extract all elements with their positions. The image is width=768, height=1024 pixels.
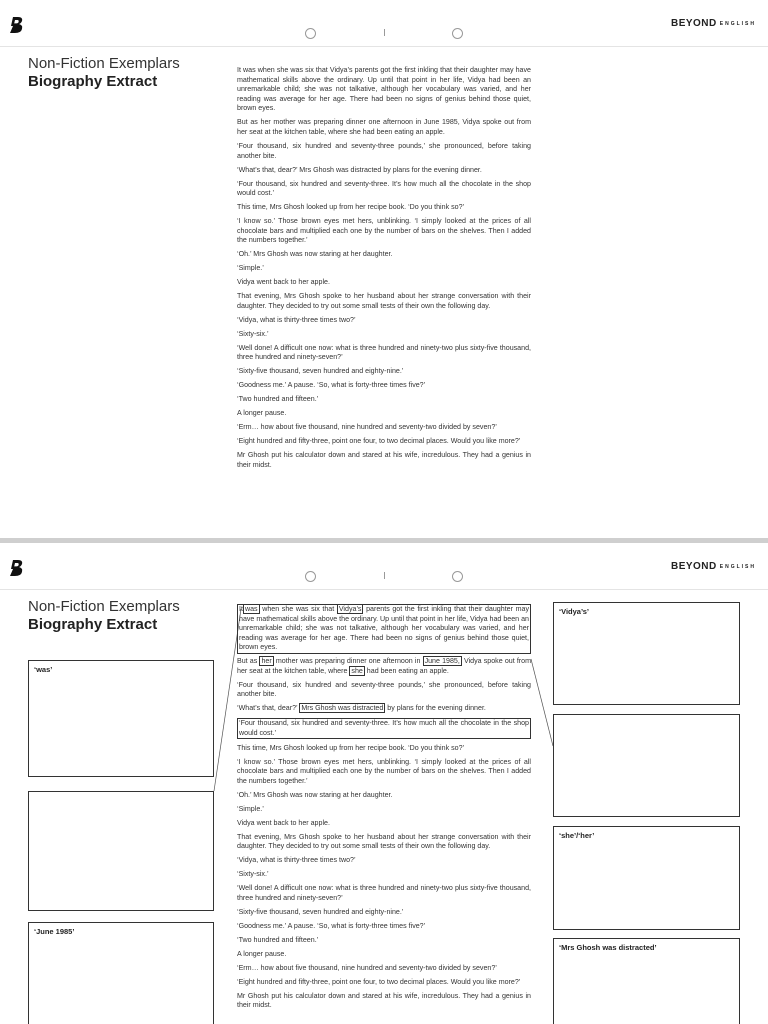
paragraph: That evening, Mrs Ghosh spoke to her husband about her strange conversation with their daughter. They decided to try out some small tests of their own the following day. (237, 292, 531, 310)
beyond-logo-icon (10, 17, 24, 33)
paragraph: ‘Sixty-five thousand, seven hundred and eighty-nine.’ (237, 907, 404, 916)
highlight-block-paragraph-5: ‘Four thousand, six hundred and seventy-three. It’s how much all the chocolate in the shop would cost.’ (237, 718, 531, 739)
paragraph: ‘Sixty-five thousand, seven hundred and eighty-nine.’ (237, 367, 404, 376)
annotated-text (237, 604, 531, 1015)
paragraph: A longer pause. (237, 409, 287, 418)
paragraph: ‘Four thousand, six hundred and seventy-three pounds,’ she pronounced, before taking another bite. (237, 141, 531, 160)
paragraph: ‘I know so.’ Those brown eyes met hers, unblinking. ‘I simply looked at the prices of all chocolate bars and multiplied each one by the number of bars on the shelves. Then I added the numbers together.’ (237, 217, 531, 245)
center-tick (384, 29, 385, 36)
paragraph: ‘Four thousand, six hundred and seventy-three. It’s how much all the chocolate in the shop would cost.’ (237, 179, 531, 198)
paragraph: ‘Eight hundred and fifty-three, point one four, to two decimal places. Would you like more?’ (237, 437, 521, 446)
highlight-block-paragraph-1: It was when she was six that Vidya’s parents got the first inkling that their daughter may have mathematical skills above the ordinary. Up until that point in her life, Vidya had been an unremarkable child; she was not talkative, although her vocabulary was varied, and her reading was average for her age. There had been no signs of genius behind those quiet, brown eyes. (237, 604, 531, 654)
paragraph: ‘Goodness me.’ A pause. ‘So, what is forty-three times five?’ (237, 381, 426, 390)
paragraph: ‘Vidya, what is thirty-three times two?’ (237, 856, 356, 865)
note-box-vidyas[interactable]: ‘Vidya’s’ (553, 602, 740, 705)
page-subtitle: Biography Extract (28, 73, 158, 90)
note-box-june-1985[interactable]: ‘June 1985’ (28, 922, 214, 1024)
paragraph: This time, Mrs Ghosh looked up from her recipe book. ‘Do you think so?’ (237, 203, 465, 212)
paragraph: ‘Eight hundred and fifty-three, point one four, to two decimal places. Would you like more?’ (237, 977, 521, 986)
paragraph: Mr Ghosh put his calculator down and stared at his wife, incredulous. They had a genius in their midst. (237, 991, 531, 1010)
paragraph: ‘Well done! A difficult one now: what is three hundred and ninety-two plus sixty-five thousand, three hundred and ninety-seven?’ (237, 884, 531, 902)
paragraph: ‘Oh.’ Mrs Ghosh was now staring at her daughter. (237, 250, 393, 259)
paragraph: It was when she was six that Vidya’s parents got the first inkling that their daughter may have mathematical skills above the ordinary. Up until that point in her life, Vidya had been an unremarkable child; she was not talkative, although her vocabulary was varied, and her reading was average for her age. There had been no signs of genius behind those quiet, brown eyes. (237, 66, 531, 113)
paragraph: ‘Simple.’ (237, 804, 264, 813)
paragraph: ‘Simple.’ (237, 264, 264, 273)
header-rule (0, 46, 768, 47)
page-title: Non-Fiction Exemplars (28, 598, 180, 615)
paragraph: ‘Two hundred and fifteen.’ (237, 935, 319, 944)
paragraph: ‘Vidya, what is thirty-three times two?’ (237, 315, 356, 324)
paragraph: That evening, Mrs Ghosh spoke to her husband about her strange conversation with their daughter. They decided to try out some small tests of their own the following day. (237, 832, 531, 851)
connector-vidyas (531, 659, 553, 746)
note-box-was[interactable]: ‘was’ (28, 660, 214, 777)
paragraph: ‘Sixty-six.’ (237, 329, 269, 338)
highlight-june-1985: June 1985, (424, 656, 460, 665)
paragraph: ‘Two hundred and fifteen.’ (237, 395, 319, 404)
page-title: Non-Fiction Exemplars (28, 55, 180, 72)
page-2-annotated (0, 543, 768, 1024)
highlight-her: her (261, 656, 272, 665)
registration-mark-icon (452, 28, 463, 39)
paragraph: ‘Erm… how about five thousand, nine hundred and seventy-two divided by seven?’ (237, 963, 497, 972)
paragraph: ‘Well done! A difficult one now: what is three hundred and ninety-two plus sixty-five thousand, three hundred and ninety-seven?’ (237, 343, 531, 362)
biography-text (237, 66, 531, 475)
note-box-mrs-ghosh-distracted[interactable]: ‘Mrs Ghosh was distracted’ (553, 938, 740, 1024)
paragraph: But as her mother was preparing dinner one afternoon in June 1985, Vidya spoke out from her seat at the kitchen table, where she had been eating an apple. (237, 656, 532, 675)
paragraph: A longer pause. (237, 949, 287, 958)
paragraph: Vidya went back to her apple. (237, 818, 330, 827)
note-box-she-her[interactable]: ‘she’/‘her’ (553, 826, 740, 930)
paragraph: ‘Oh.’ Mrs Ghosh was now staring at her daughter. (237, 790, 393, 799)
highlight-was: was (244, 605, 258, 613)
paragraph: ‘Goodness me.’ A pause. ‘So, what is forty-three times five?’ (237, 921, 426, 930)
note-box-blank[interactable] (28, 791, 214, 911)
brand-wordmark: BEYOND ENGLISH (670, 18, 756, 29)
paragraph: But as her mother was preparing dinner one afternoon in June 1985, Vidya spoke out from her seat at the kitchen table, where she had been eating an apple. (237, 118, 531, 136)
paragraph: Mr Ghosh put his calculator down and stared at his wife, incredulous. They had a genius in their midst. (237, 451, 531, 469)
paragraph: ‘Erm… how about five thousand, nine hundred and seventy-two divided by seven?’ (237, 423, 497, 432)
paragraph: ‘Sixty-six.’ (237, 870, 269, 879)
highlight-vidyas: Vidya’s (338, 605, 362, 613)
brand-wordmark: BEYOND ENGLISH (670, 561, 756, 572)
paragraph: ‘Four thousand, six hundred and seventy-three pounds,’ she pronounced, before taking another bite. (237, 680, 531, 699)
registration-mark-icon (305, 28, 316, 39)
paragraph: This time, Mrs Ghosh looked up from her recipe book. ‘Do you think so?’ (237, 743, 465, 752)
paragraph: Vidya went back to her apple. (237, 278, 330, 287)
page-subtitle: Biography Extract (28, 616, 158, 633)
paragraph: ‘I know so.’ Those brown eyes met hers, unblinking. ‘I simply looked at the prices of all chocolate bars and multiplied each one by the number of bars on the shelves. Then I added the numbers together.’ (237, 757, 531, 785)
paragraph: ‘What’s that, dear?’ Mrs Ghosh was distracted by plans for the evening dinner. (237, 704, 486, 713)
highlight-she: she (351, 666, 363, 675)
note-box-blank-right[interactable] (553, 714, 740, 817)
paragraph: ‘What’s that, dear?’ Mrs Ghosh was distracted by plans for the evening dinner. (237, 165, 482, 174)
highlight-mrs-ghosh-distracted: Mrs Ghosh was distracted (301, 704, 384, 713)
